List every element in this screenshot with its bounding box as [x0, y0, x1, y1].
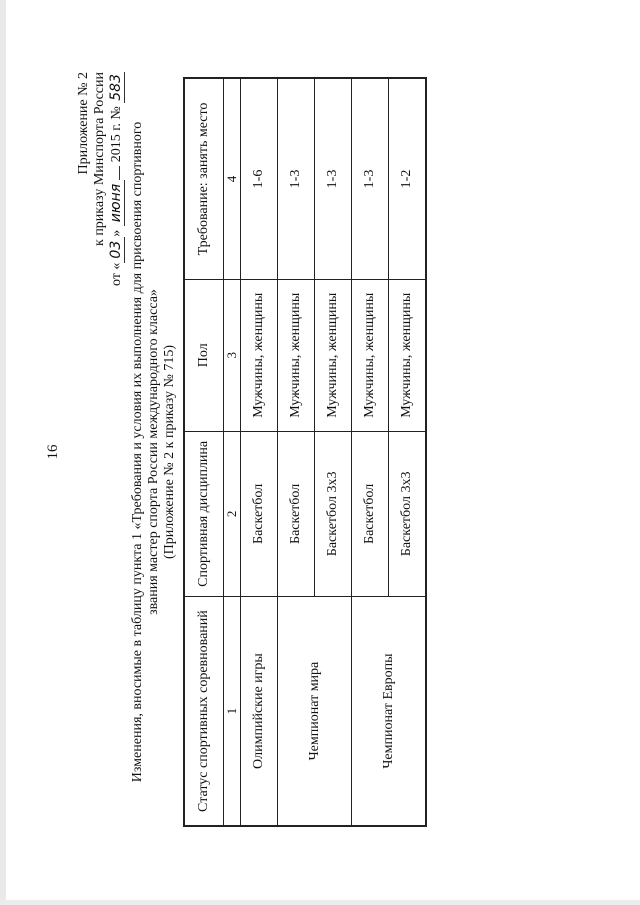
header-discipline: Спортивная дисциплина [184, 431, 224, 597]
gender-cell: Мужчины, женщины [241, 279, 278, 431]
discipline-cell: Баскетбол [278, 431, 315, 597]
gender-cell: Мужчины, женщины [278, 279, 315, 431]
page-number: 16 [45, 444, 61, 460]
scan-edge-left [0, 0, 6, 905]
status-cell: Чемпионат Европы [352, 597, 427, 826]
heading-line-3: (Приложение № 2 к приказу № 715) [162, 345, 177, 560]
place-cell: 1-3 [278, 78, 315, 279]
table-row [241, 78, 278, 826]
table-row [278, 78, 315, 826]
rotated-content [40, 32, 600, 872]
date-prefix: от « [109, 262, 124, 286]
gender-cell: Мужчины, женщины [352, 279, 389, 431]
status-cell: Олимпийские игры [241, 597, 278, 826]
table-header-row [184, 78, 224, 826]
column-number: 2 [224, 431, 241, 597]
scan-edge-bottom [0, 900, 640, 905]
column-number: 4 [224, 78, 241, 279]
column-number: 3 [224, 279, 241, 431]
gender-cell: Мужчины, женщины [315, 279, 352, 431]
column-number: 1 [224, 597, 241, 826]
discipline-cell: Баскетбол [241, 431, 278, 597]
gender-cell: Мужчины, женщины [389, 279, 427, 431]
header-status: Статус спортивных соревнований [184, 597, 224, 826]
requirements-table [183, 77, 427, 827]
date-month: июня [108, 180, 125, 226]
date-day: 03 [108, 237, 125, 263]
place-cell: 1-6 [241, 78, 278, 279]
place-cell: 1-2 [389, 78, 427, 279]
order-number: 583 [108, 74, 124, 101]
status-cell: Чемпионат мира [278, 597, 352, 826]
document-heading [130, 72, 178, 832]
appendix-date [108, 72, 125, 286]
heading-line-2: звания мастер спорта России международного класса» [146, 289, 161, 615]
place-cell: 1-3 [315, 78, 352, 279]
heading-line-1: Изменения, вносимые в таблицу пункта 1 «Требования и условия их выполнения для присвоения спортивного [130, 121, 145, 783]
header-place: Требование: занять место [184, 78, 224, 279]
discipline-cell: Баскетбол 3x3 [315, 431, 352, 597]
place-cell: 1-3 [352, 78, 389, 279]
discipline-cell: Баскетбол 3x3 [389, 431, 427, 597]
date-mid: » [109, 229, 124, 237]
date-year: 2015 г. № [109, 106, 124, 163]
appendix-order: к приказу Минспорта России [92, 72, 107, 246]
appendix-title: Приложение № 2 [76, 72, 91, 175]
discipline-cell: Баскетбол [352, 431, 389, 597]
date-blank [119, 166, 120, 180]
header-gender: Пол [184, 279, 224, 431]
table-number-row [224, 78, 241, 826]
appendix-block [76, 72, 125, 286]
table-row [352, 78, 389, 826]
